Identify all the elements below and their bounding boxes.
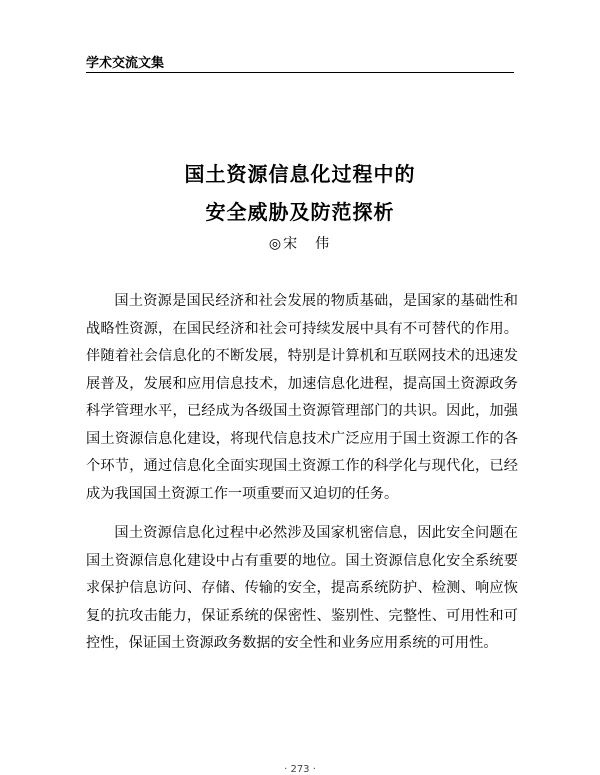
article-body xyxy=(86,288,518,658)
author-byline: ◎宋 伟 xyxy=(268,236,332,252)
page-number: · 273 · xyxy=(284,764,316,775)
body-paragraph-1: 国土资源是国民经济和社会发展的物质基础，是国家的基础性和战略性资源，在国民经济和社会可持续发展中具有不可替代的作用。伴随着社会信息化的不断发展，特别是计算机和互联网技术的迅速发展普及，发展和应用信息技术，加速信息化进程，提高国土资源政务科学管理水平，已经成为各级国土资源管理部门的共识。因此，加强国土资源信息化建设，将现代信息技术广泛应用于国土资源工作的各个环节，通过信息化全面实现国土资源工作的科学化与现代化，已经成为我国国土资源工作一项重要而又迫切的任务。 xyxy=(86,293,518,502)
header-rule xyxy=(86,72,514,73)
article-title-line-2: 安全威胁及防范探析 xyxy=(205,200,395,224)
body-paragraph-2: 国土资源信息化过程中必然涉及国家机密信息，因此安全问题在国土资源信息化建设中占有重要的地位。国土资源信息化安全系统要求保护信息访问、存储、传输的安全，提高系统防护、检测、响应恢复的抗攻击能力，保证系统的保密性、鉴别性、完整性、可用性和可控性，保证国土资源政务数据的安全性和业务应用系统的可用性。 xyxy=(86,525,518,651)
article-title-line-1: 国土资源信息化过程中的 xyxy=(184,162,416,186)
running-header: 学术交流文集 xyxy=(86,56,165,71)
